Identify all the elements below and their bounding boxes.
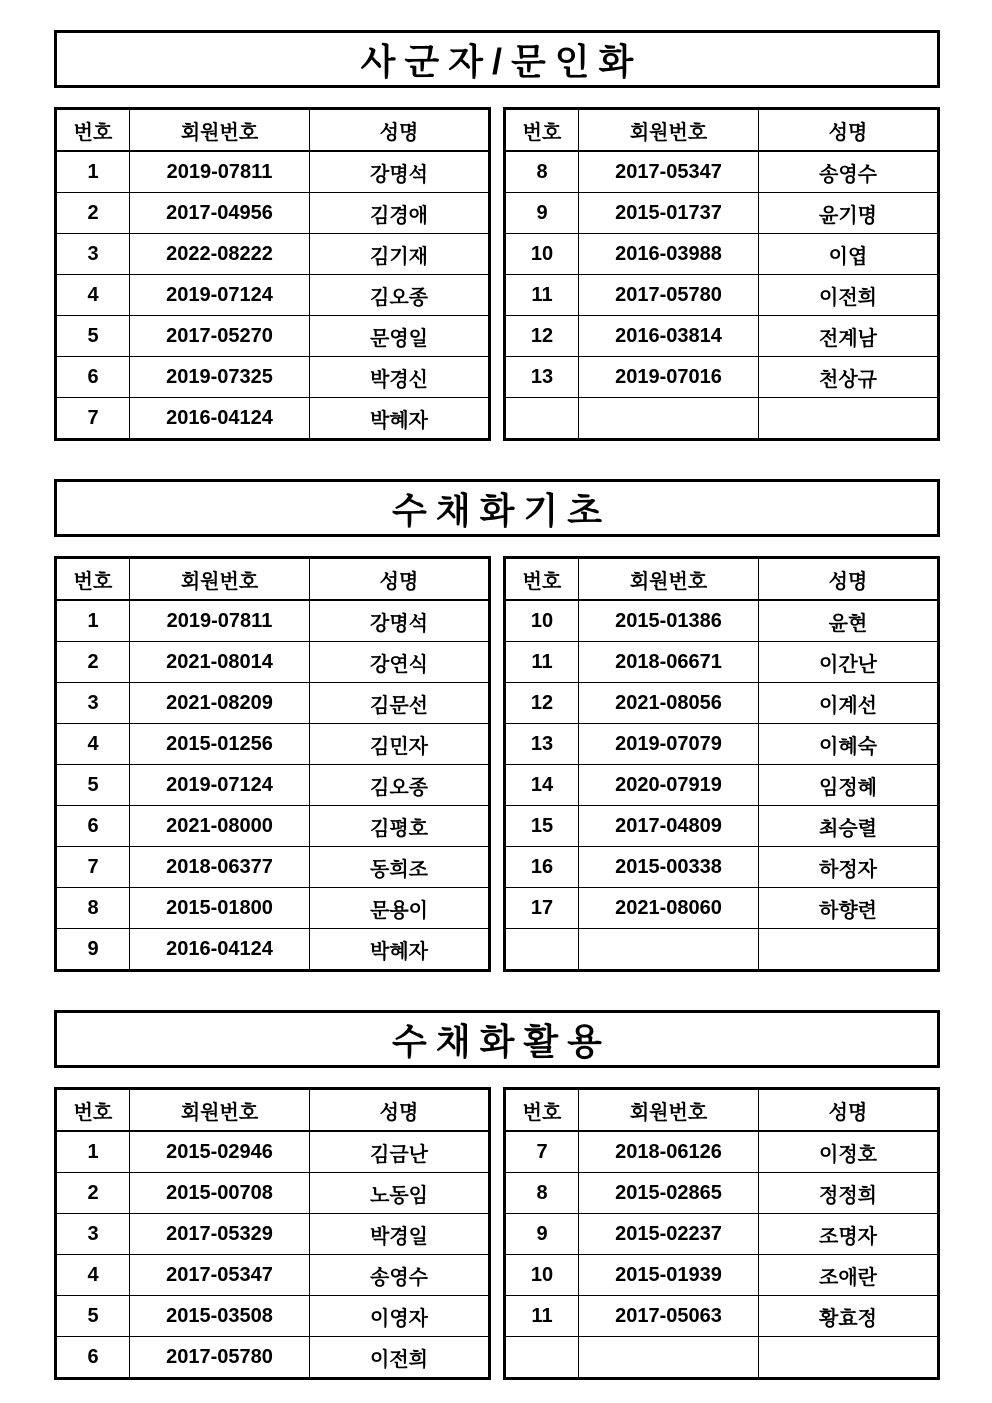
col-header-number: 번호: [56, 109, 130, 152]
row-number-cell: 1: [56, 1131, 130, 1173]
row-number-cell: 2: [56, 193, 130, 234]
name-cell: 김기재: [310, 234, 490, 275]
roster-table-right-sagunja-muninhwa: [503, 107, 940, 441]
member-id-cell: [579, 398, 759, 440]
table-row: [505, 1214, 939, 1255]
member-id-cell: 2019-07811: [130, 600, 310, 642]
member-id-cell: 2018-06126: [579, 1131, 759, 1173]
row-number-cell: 10: [505, 234, 579, 275]
member-id-cell: 2021-08060: [579, 888, 759, 929]
row-number-cell: 9: [505, 193, 579, 234]
name-cell: 박경일: [310, 1214, 490, 1255]
table-row: [505, 765, 939, 806]
member-id-cell: 2017-05780: [579, 275, 759, 316]
member-id-cell: 2021-08014: [130, 642, 310, 683]
roster-table-left-suchaehwa-gicho: [54, 556, 491, 972]
name-cell: 이정호: [759, 1131, 939, 1173]
name-cell: 박혜자: [310, 398, 490, 440]
col-header-member-id: 회원번호: [579, 109, 759, 152]
row-number-cell: 17: [505, 888, 579, 929]
row-number-cell: [505, 1337, 579, 1379]
row-number-cell: [505, 398, 579, 440]
table-row: [56, 357, 490, 398]
member-id-cell: 2015-01386: [579, 600, 759, 642]
table-row: [56, 683, 490, 724]
row-number-cell: 8: [56, 888, 130, 929]
col-header-name: 성명: [310, 1089, 490, 1132]
row-number-cell: 6: [56, 357, 130, 398]
member-id-cell: [579, 1337, 759, 1379]
name-cell: 황효정: [759, 1296, 939, 1337]
member-id-cell: 2015-01737: [579, 193, 759, 234]
header-row: [505, 558, 939, 601]
row-number-cell: 10: [505, 1255, 579, 1296]
member-id-cell: 2017-04956: [130, 193, 310, 234]
row-number-cell: 7: [505, 1131, 579, 1173]
table-row: [56, 806, 490, 847]
member-id-cell: 2015-02865: [579, 1173, 759, 1214]
name-cell: 하향련: [759, 888, 939, 929]
row-number-cell: 9: [56, 929, 130, 971]
member-id-cell: 2017-04809: [579, 806, 759, 847]
table-row: [505, 1131, 939, 1173]
roster-table-left-sagunja-muninhwa: [54, 107, 491, 441]
col-header-member-id: 회원번호: [130, 1089, 310, 1132]
roster-section-suchaehwa-hwalyong: [54, 1010, 940, 1380]
name-cell: 동희조: [310, 847, 490, 888]
table-row: [505, 316, 939, 357]
table-row: [56, 1173, 490, 1214]
member-id-cell: 2019-07016: [579, 357, 759, 398]
row-number-cell: 8: [505, 151, 579, 193]
member-id-cell: 2015-03508: [130, 1296, 310, 1337]
section-tables: [54, 107, 940, 441]
row-number-cell: 12: [505, 316, 579, 357]
member-id-cell: 2016-04124: [130, 398, 310, 440]
row-number-cell: 16: [505, 847, 579, 888]
row-number-cell: 5: [56, 765, 130, 806]
table-row: [56, 234, 490, 275]
member-id-cell: 2017-05347: [579, 151, 759, 193]
member-id-cell: 2016-03814: [579, 316, 759, 357]
name-cell: 문영일: [310, 316, 490, 357]
table-row: [56, 398, 490, 440]
table-row: [56, 1131, 490, 1173]
section-title: 수채화기초: [392, 489, 611, 531]
table-row: [56, 765, 490, 806]
name-cell: [759, 1337, 939, 1379]
table-row: [56, 151, 490, 193]
member-id-cell: 2016-03988: [579, 234, 759, 275]
name-cell: 강명석: [310, 151, 490, 193]
row-number-cell: 5: [56, 1296, 130, 1337]
table-row: [505, 806, 939, 847]
row-number-cell: 1: [56, 151, 130, 193]
row-number-cell: 14: [505, 765, 579, 806]
table-row: [505, 1255, 939, 1296]
name-cell: 박혜자: [310, 929, 490, 971]
row-number-cell: 6: [56, 806, 130, 847]
name-cell: 박경신: [310, 357, 490, 398]
row-number-cell: 12: [505, 683, 579, 724]
member-id-cell: 2015-01256: [130, 724, 310, 765]
row-number-cell: 2: [56, 1173, 130, 1214]
table-row: [56, 193, 490, 234]
empty-row: [505, 929, 939, 971]
row-number-cell: 10: [505, 600, 579, 642]
table-row: [56, 1296, 490, 1337]
name-cell: 문용이: [310, 888, 490, 929]
name-cell: [759, 929, 939, 971]
name-cell: 최승렬: [759, 806, 939, 847]
table-row: [505, 275, 939, 316]
name-cell: 노동임: [310, 1173, 490, 1214]
member-id-cell: 2015-00338: [579, 847, 759, 888]
name-cell: 김금난: [310, 1131, 490, 1173]
name-cell: 김평호: [310, 806, 490, 847]
member-id-cell: 2019-07079: [579, 724, 759, 765]
header-row: [56, 558, 490, 601]
section-tables: [54, 1087, 940, 1380]
row-number-cell: 1: [56, 600, 130, 642]
row-number-cell: 2: [56, 642, 130, 683]
table-row: [505, 642, 939, 683]
table-row: [56, 929, 490, 971]
name-cell: 전계남: [759, 316, 939, 357]
col-header-member-id: 회원번호: [579, 558, 759, 601]
member-id-cell: 2019-07124: [130, 765, 310, 806]
table-row: [505, 847, 939, 888]
name-cell: 윤현: [759, 600, 939, 642]
name-cell: [759, 398, 939, 440]
table-row: [505, 888, 939, 929]
col-header-name: 성명: [310, 558, 490, 601]
member-id-cell: 2016-04124: [130, 929, 310, 971]
col-header-number: 번호: [505, 109, 579, 152]
name-cell: 김경애: [310, 193, 490, 234]
name-cell: 송영수: [759, 151, 939, 193]
section-title-box: [54, 479, 940, 537]
col-header-number: 번호: [505, 558, 579, 601]
name-cell: 조애란: [759, 1255, 939, 1296]
name-cell: 윤기명: [759, 193, 939, 234]
table-row: [56, 642, 490, 683]
section-tables: [54, 556, 940, 972]
roster-section-sagunja-muninhwa: [54, 30, 940, 441]
table-row: [56, 847, 490, 888]
table-row: [505, 1173, 939, 1214]
table-row: [505, 600, 939, 642]
table-row: [505, 151, 939, 193]
name-cell: 김문선: [310, 683, 490, 724]
col-header-member-id: 회원번호: [130, 109, 310, 152]
member-id-cell: 2018-06377: [130, 847, 310, 888]
member-id-cell: 2022-08222: [130, 234, 310, 275]
row-number-cell: [505, 929, 579, 971]
col-header-number: 번호: [56, 1089, 130, 1132]
section-title: 사군자/문인화: [360, 40, 643, 82]
header-row: [56, 109, 490, 152]
name-cell: 이영자: [310, 1296, 490, 1337]
row-number-cell: 3: [56, 234, 130, 275]
name-cell: 천상규: [759, 357, 939, 398]
name-cell: 하정자: [759, 847, 939, 888]
section-title-box: [54, 30, 940, 88]
col-header-number: 번호: [56, 558, 130, 601]
member-id-cell: 2015-01939: [579, 1255, 759, 1296]
row-number-cell: 13: [505, 357, 579, 398]
row-number-cell: 11: [505, 642, 579, 683]
row-number-cell: 11: [505, 1296, 579, 1337]
section-title: 수채화활용: [392, 1020, 611, 1062]
name-cell: 김민자: [310, 724, 490, 765]
roster-table-right-suchaehwa-hwalyong: [503, 1087, 940, 1380]
row-number-cell: 3: [56, 683, 130, 724]
name-cell: 김오종: [310, 275, 490, 316]
row-number-cell: 13: [505, 724, 579, 765]
roster-section-suchaehwa-gicho: [54, 479, 940, 972]
table-row: [505, 193, 939, 234]
member-id-cell: 2019-07124: [130, 275, 310, 316]
name-cell: 임정혜: [759, 765, 939, 806]
roster-table-left-suchaehwa-hwalyong: [54, 1087, 491, 1380]
table-row: [505, 1296, 939, 1337]
name-cell: 이간난: [759, 642, 939, 683]
member-id-cell: 2015-02946: [130, 1131, 310, 1173]
col-header-member-id: 회원번호: [130, 558, 310, 601]
empty-row: [505, 398, 939, 440]
name-cell: 조명자: [759, 1214, 939, 1255]
section-title-box: [54, 1010, 940, 1068]
row-number-cell: 11: [505, 275, 579, 316]
row-number-cell: 6: [56, 1337, 130, 1379]
member-id-cell: 2017-05329: [130, 1214, 310, 1255]
member-id-cell: [579, 929, 759, 971]
table-row: [56, 1337, 490, 1379]
col-header-name: 성명: [759, 1089, 939, 1132]
table-row: [56, 888, 490, 929]
member-id-cell: 2021-08209: [130, 683, 310, 724]
name-cell: 이혜숙: [759, 724, 939, 765]
col-header-name: 성명: [759, 558, 939, 601]
row-number-cell: 4: [56, 275, 130, 316]
member-id-cell: 2015-02237: [579, 1214, 759, 1255]
table-row: [56, 316, 490, 357]
header-row: [56, 1089, 490, 1132]
member-id-cell: 2021-08000: [130, 806, 310, 847]
header-row: [505, 1089, 939, 1132]
sections-container: [54, 30, 940, 1380]
table-row: [56, 600, 490, 642]
roster-table-right-suchaehwa-gicho: [503, 556, 940, 972]
table-row: [505, 724, 939, 765]
name-cell: 이전희: [310, 1337, 490, 1379]
name-cell: 이엽: [759, 234, 939, 275]
member-id-cell: 2019-07811: [130, 151, 310, 193]
member-id-cell: 2017-05270: [130, 316, 310, 357]
member-id-cell: 2017-05347: [130, 1255, 310, 1296]
table-row: [56, 1255, 490, 1296]
row-number-cell: 5: [56, 316, 130, 357]
col-header-member-id: 회원번호: [579, 1089, 759, 1132]
name-cell: 강연식: [310, 642, 490, 683]
name-cell: 이전희: [759, 275, 939, 316]
name-cell: 강명석: [310, 600, 490, 642]
row-number-cell: 3: [56, 1214, 130, 1255]
member-id-cell: 2021-08056: [579, 683, 759, 724]
name-cell: 정정희: [759, 1173, 939, 1214]
row-number-cell: 4: [56, 1255, 130, 1296]
row-number-cell: 7: [56, 847, 130, 888]
col-header-name: 성명: [759, 109, 939, 152]
row-number-cell: 7: [56, 398, 130, 440]
table-row: [505, 683, 939, 724]
member-id-cell: 2018-06671: [579, 642, 759, 683]
table-row: [56, 275, 490, 316]
name-cell: 이계선: [759, 683, 939, 724]
member-id-cell: 2017-05780: [130, 1337, 310, 1379]
col-header-name: 성명: [310, 109, 490, 152]
name-cell: 송영수: [310, 1255, 490, 1296]
table-row: [505, 357, 939, 398]
empty-row: [505, 1337, 939, 1379]
table-row: [56, 1214, 490, 1255]
row-number-cell: 8: [505, 1173, 579, 1214]
member-id-cell: 2015-00708: [130, 1173, 310, 1214]
col-header-number: 번호: [505, 1089, 579, 1132]
member-id-cell: 2015-01800: [130, 888, 310, 929]
table-row: [56, 724, 490, 765]
row-number-cell: 4: [56, 724, 130, 765]
member-id-cell: 2019-07325: [130, 357, 310, 398]
name-cell: 김오종: [310, 765, 490, 806]
row-number-cell: 9: [505, 1214, 579, 1255]
row-number-cell: 15: [505, 806, 579, 847]
member-id-cell: 2020-07919: [579, 765, 759, 806]
table-row: [505, 234, 939, 275]
header-row: [505, 109, 939, 152]
member-id-cell: 2017-05063: [579, 1296, 759, 1337]
